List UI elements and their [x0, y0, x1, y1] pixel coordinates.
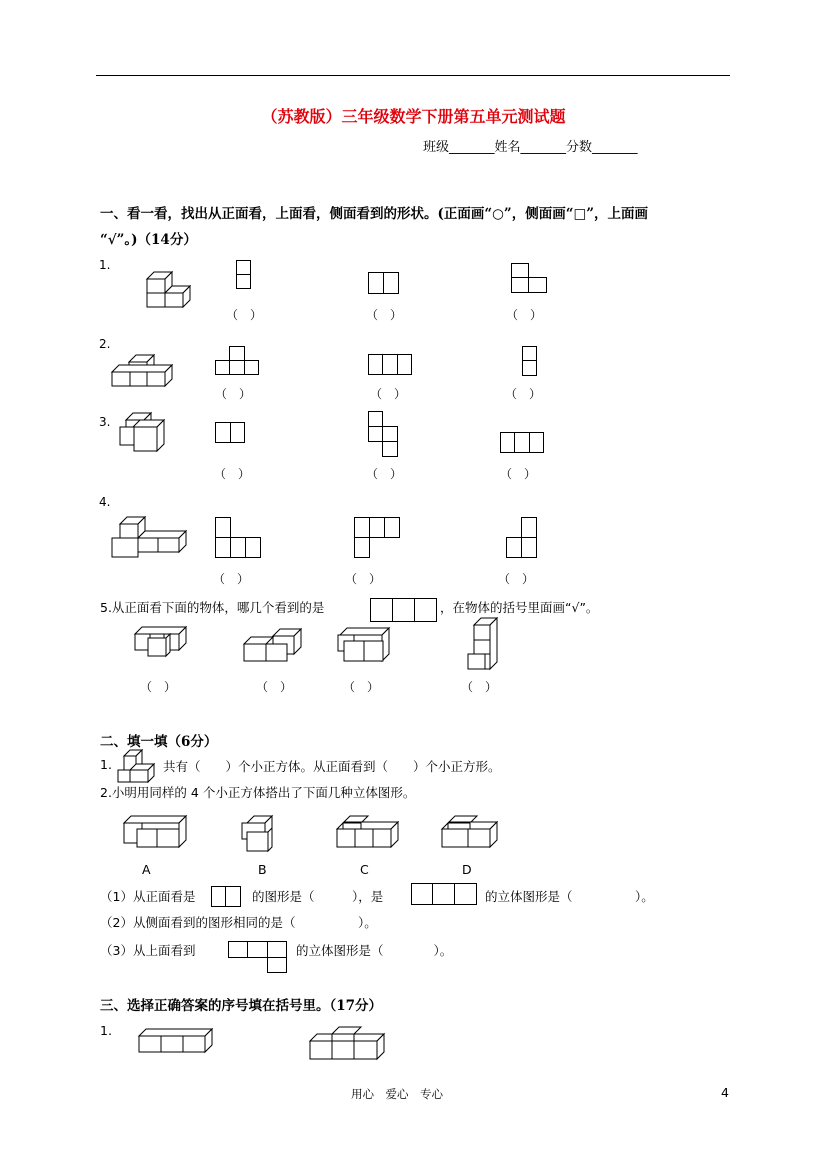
section2-heading: 二、填一填（6分） [100, 734, 218, 750]
s2-l2: （2）从侧面看到的图形相同的是（ ）。 [100, 915, 377, 930]
q4-paren-c[interactable]: （ ） [498, 572, 535, 586]
q5-prefix: 5.从正面看下面的物体，哪几个看到的是 [100, 600, 325, 615]
q2-paren-a[interactable]: （ ） [215, 387, 252, 401]
s2-l1-part-c: 的立体图形是（ ）。 [485, 889, 654, 904]
q5-paren-b[interactable]: （ ） [256, 680, 293, 694]
q1-number: 1. [99, 258, 111, 272]
q2-paren-c[interactable]: （ ） [505, 387, 542, 401]
page-number: 4 [721, 1085, 729, 1100]
q2-paren-b[interactable]: （ ） [370, 387, 407, 401]
section1-heading-line2: “√”。)（14分） [100, 232, 197, 248]
q3-paren-a[interactable]: （ ） [214, 467, 251, 481]
q5-paren-d[interactable]: （ ） [461, 680, 498, 694]
q3-number: 3. [99, 415, 111, 429]
s2-q2-text: 2.小明用同样的 4 个小正方体搭出了下面几种立体图形。 [100, 785, 416, 800]
student-info-line: 班级_______姓名_______分数_______ [423, 140, 638, 155]
q1-paren-a[interactable]: （ ） [226, 308, 263, 322]
footer-motto: 用心 爱心 专心 [351, 1087, 443, 1101]
section3-heading: 三、选择正确答案的序号填在括号里。（17分） [100, 998, 383, 1014]
q4-paren-a[interactable]: （ ） [213, 572, 250, 586]
q5-paren-c[interactable]: （ ） [343, 680, 380, 694]
q2-number: 2. [99, 337, 111, 351]
q4-paren-b[interactable]: （ ） [345, 572, 382, 586]
shape-label-b: B [258, 862, 267, 877]
q1-paren-c[interactable]: （ ） [506, 308, 543, 322]
q3-paren-b[interactable]: （ ） [366, 467, 403, 481]
q3-paren-c[interactable]: （ ） [500, 467, 537, 481]
document-title: （苏教版）三年级数学下册第五单元测试题 [261, 107, 566, 126]
s3-q1-number: 1. [100, 1023, 112, 1038]
shape-label-c: C [360, 862, 369, 877]
s2-l3-part-b: 的立体图形是（ ）。 [296, 943, 453, 958]
section1-heading-line1: 一、看一看，找出从正面看，上面看，侧面看到的形状。(正面画“○”，侧面画“□”，上面画 [100, 206, 648, 222]
q1-paren-b[interactable]: （ ） [366, 308, 403, 322]
s2-q1-number: 1. [100, 757, 112, 772]
s2-q1-text: 共有（ ）个小正方体。从正面看到（ ）个小正方形。 [163, 759, 501, 774]
q5-suffix: ，在物体的括号里面画“√”。 [440, 600, 599, 615]
s2-l3-part-a: （3）从上面看到 [100, 943, 196, 958]
shape-label-a: A [142, 862, 151, 877]
s2-l1-part-a: （1）从正面看是 [100, 889, 196, 904]
q5-paren-a[interactable]: （ ） [140, 680, 177, 694]
s2-l1-part-b: 的图形是（ ），是 [252, 889, 384, 904]
shape-label-d: D [462, 862, 472, 877]
q4-number: 4. [99, 495, 111, 509]
